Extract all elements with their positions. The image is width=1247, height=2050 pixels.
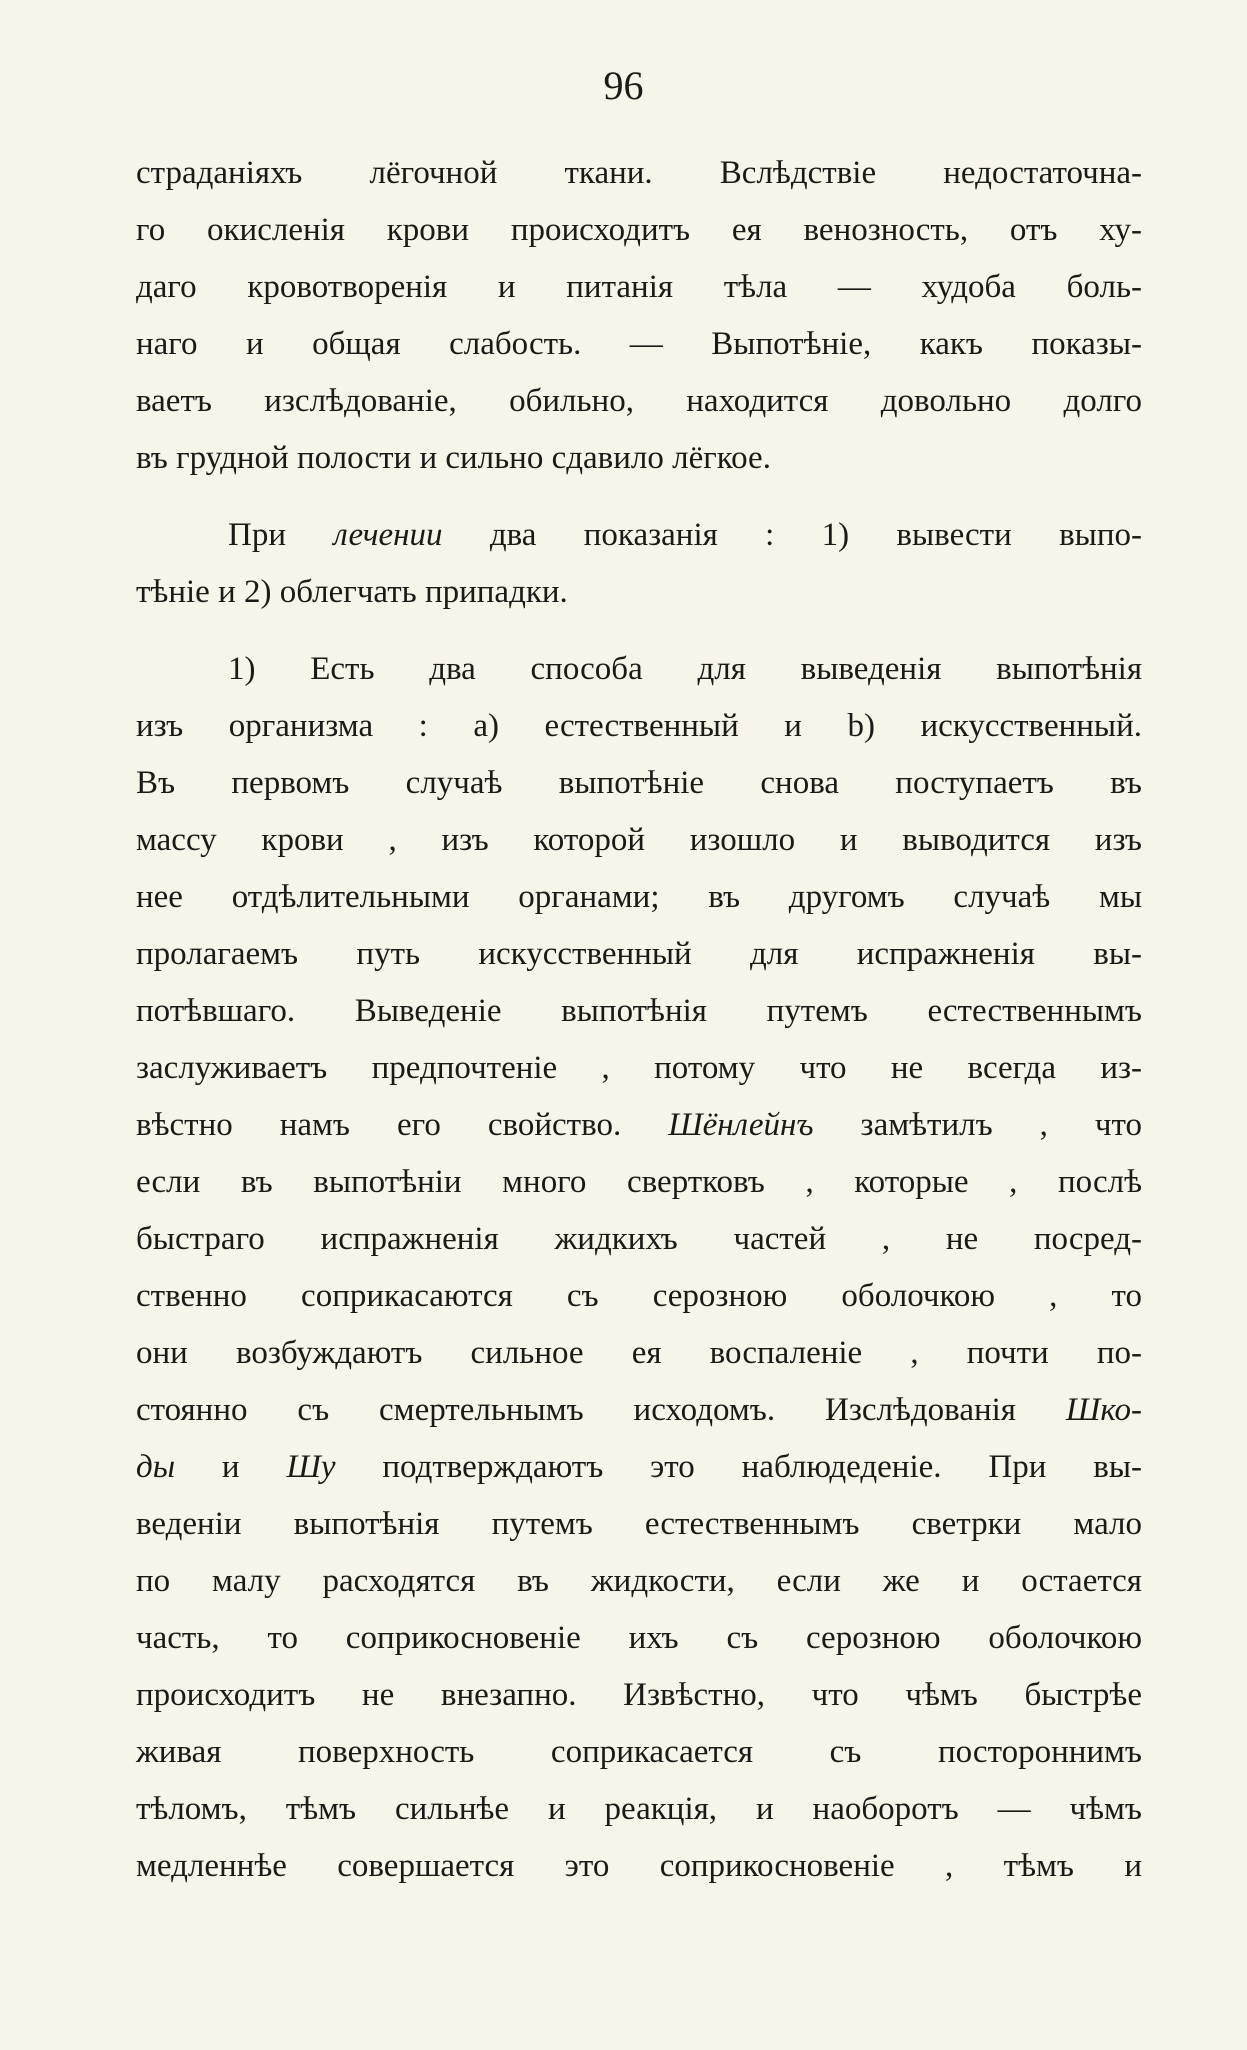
- paragraph-3: [136, 641, 1142, 1895]
- text-line: даго кровотворенія и питанія тѣла — худоба боль-: [136, 269, 1142, 305]
- text-line: тѣломъ, тѣмъ сильнѣе и реакція, и наоборотъ — чѣмъ: [136, 1791, 1142, 1827]
- text-line: заслуживаетъ предпочтеніе , потому что не всегда из-: [136, 1050, 1142, 1086]
- text-line: 1) Есть два способа для выведенія выпотѣнія: [228, 651, 1142, 687]
- text-line: если въ выпотѣніи много свертковъ , которые , послѣ: [136, 1164, 1142, 1200]
- text-line: они возбуждаютъ сильное ея воспаленіе , почти по-: [136, 1335, 1142, 1371]
- text-line: живая поверхность соприкасается съ постороннимъ: [136, 1734, 1142, 1770]
- paragraph-2: [136, 507, 1142, 621]
- paragraph-1: [136, 145, 1142, 487]
- text-line: изъ организма : a) естественный и b) искусственный.: [136, 708, 1142, 744]
- text-line: Въ первомъ случаѣ выпотѣніе снова поступаетъ въ: [136, 765, 1142, 801]
- text-line: стоянно съ смертельнымъ исходомъ. Изслѣдованія Шко-: [136, 1392, 1142, 1428]
- text-line: быстраго испражненія жидкихъ частей , не посред-: [136, 1221, 1142, 1257]
- text-line: массу крови , изъ которой изошло и выводится изъ: [136, 822, 1142, 858]
- text-line: го окисленія крови происходитъ ея венозность, отъ ху-: [136, 212, 1142, 248]
- text-line: часть, то соприкосновеніе ихъ съ серозною оболочкою: [136, 1620, 1142, 1656]
- text-line: При лечении два показанія : 1) вывести выпо-: [228, 517, 1142, 553]
- text-line: пролагаемъ путь искусственный для испражненія вы-: [136, 936, 1142, 972]
- text-line: по малу расходятся въ жидкости, если же и остается: [136, 1563, 1142, 1599]
- text-line: въ грудной полости и сильно сдавило лёгкое.: [136, 440, 771, 476]
- text-line: происходитъ не внезапно. Извѣстно, что чѣмъ быстрѣе: [136, 1677, 1142, 1713]
- text-line: ды и Шу подтверждаютъ это наблюдеденіе. При вы-: [136, 1449, 1142, 1485]
- text-line: страданіяхъ лёгочной ткани. Вслѣдствіе недостаточна-: [136, 155, 1142, 191]
- text-line: медленнѣе совершается это соприкосновеніе , тѣмъ и: [136, 1848, 1142, 1884]
- body-text: [136, 145, 1142, 1895]
- text-line: ственно соприкасаются съ серозною оболочкою , то: [136, 1278, 1142, 1314]
- text-line: ваетъ изслѣдованіе, обильно, находится довольно долго: [136, 383, 1142, 419]
- text-line: нее отдѣлительными органами; въ другомъ случаѣ мы: [136, 879, 1142, 915]
- page-number: 96: [603, 63, 644, 108]
- text-line: тѣніе и 2) облегчать припадки.: [136, 574, 568, 610]
- text-line: потѣвшаго. Выведеніе выпотѣнія путемъ естественнымъ: [136, 993, 1142, 1029]
- text-line: веденіи выпотѣнія путемъ естественнымъ светрки мало: [136, 1506, 1142, 1542]
- text-line: наго и общая слабость. — Выпотѣніе, какъ показы-: [136, 326, 1142, 362]
- text-line: вѣстно намъ его свойство. Шёнлейнъ замѣтилъ , что: [136, 1107, 1142, 1143]
